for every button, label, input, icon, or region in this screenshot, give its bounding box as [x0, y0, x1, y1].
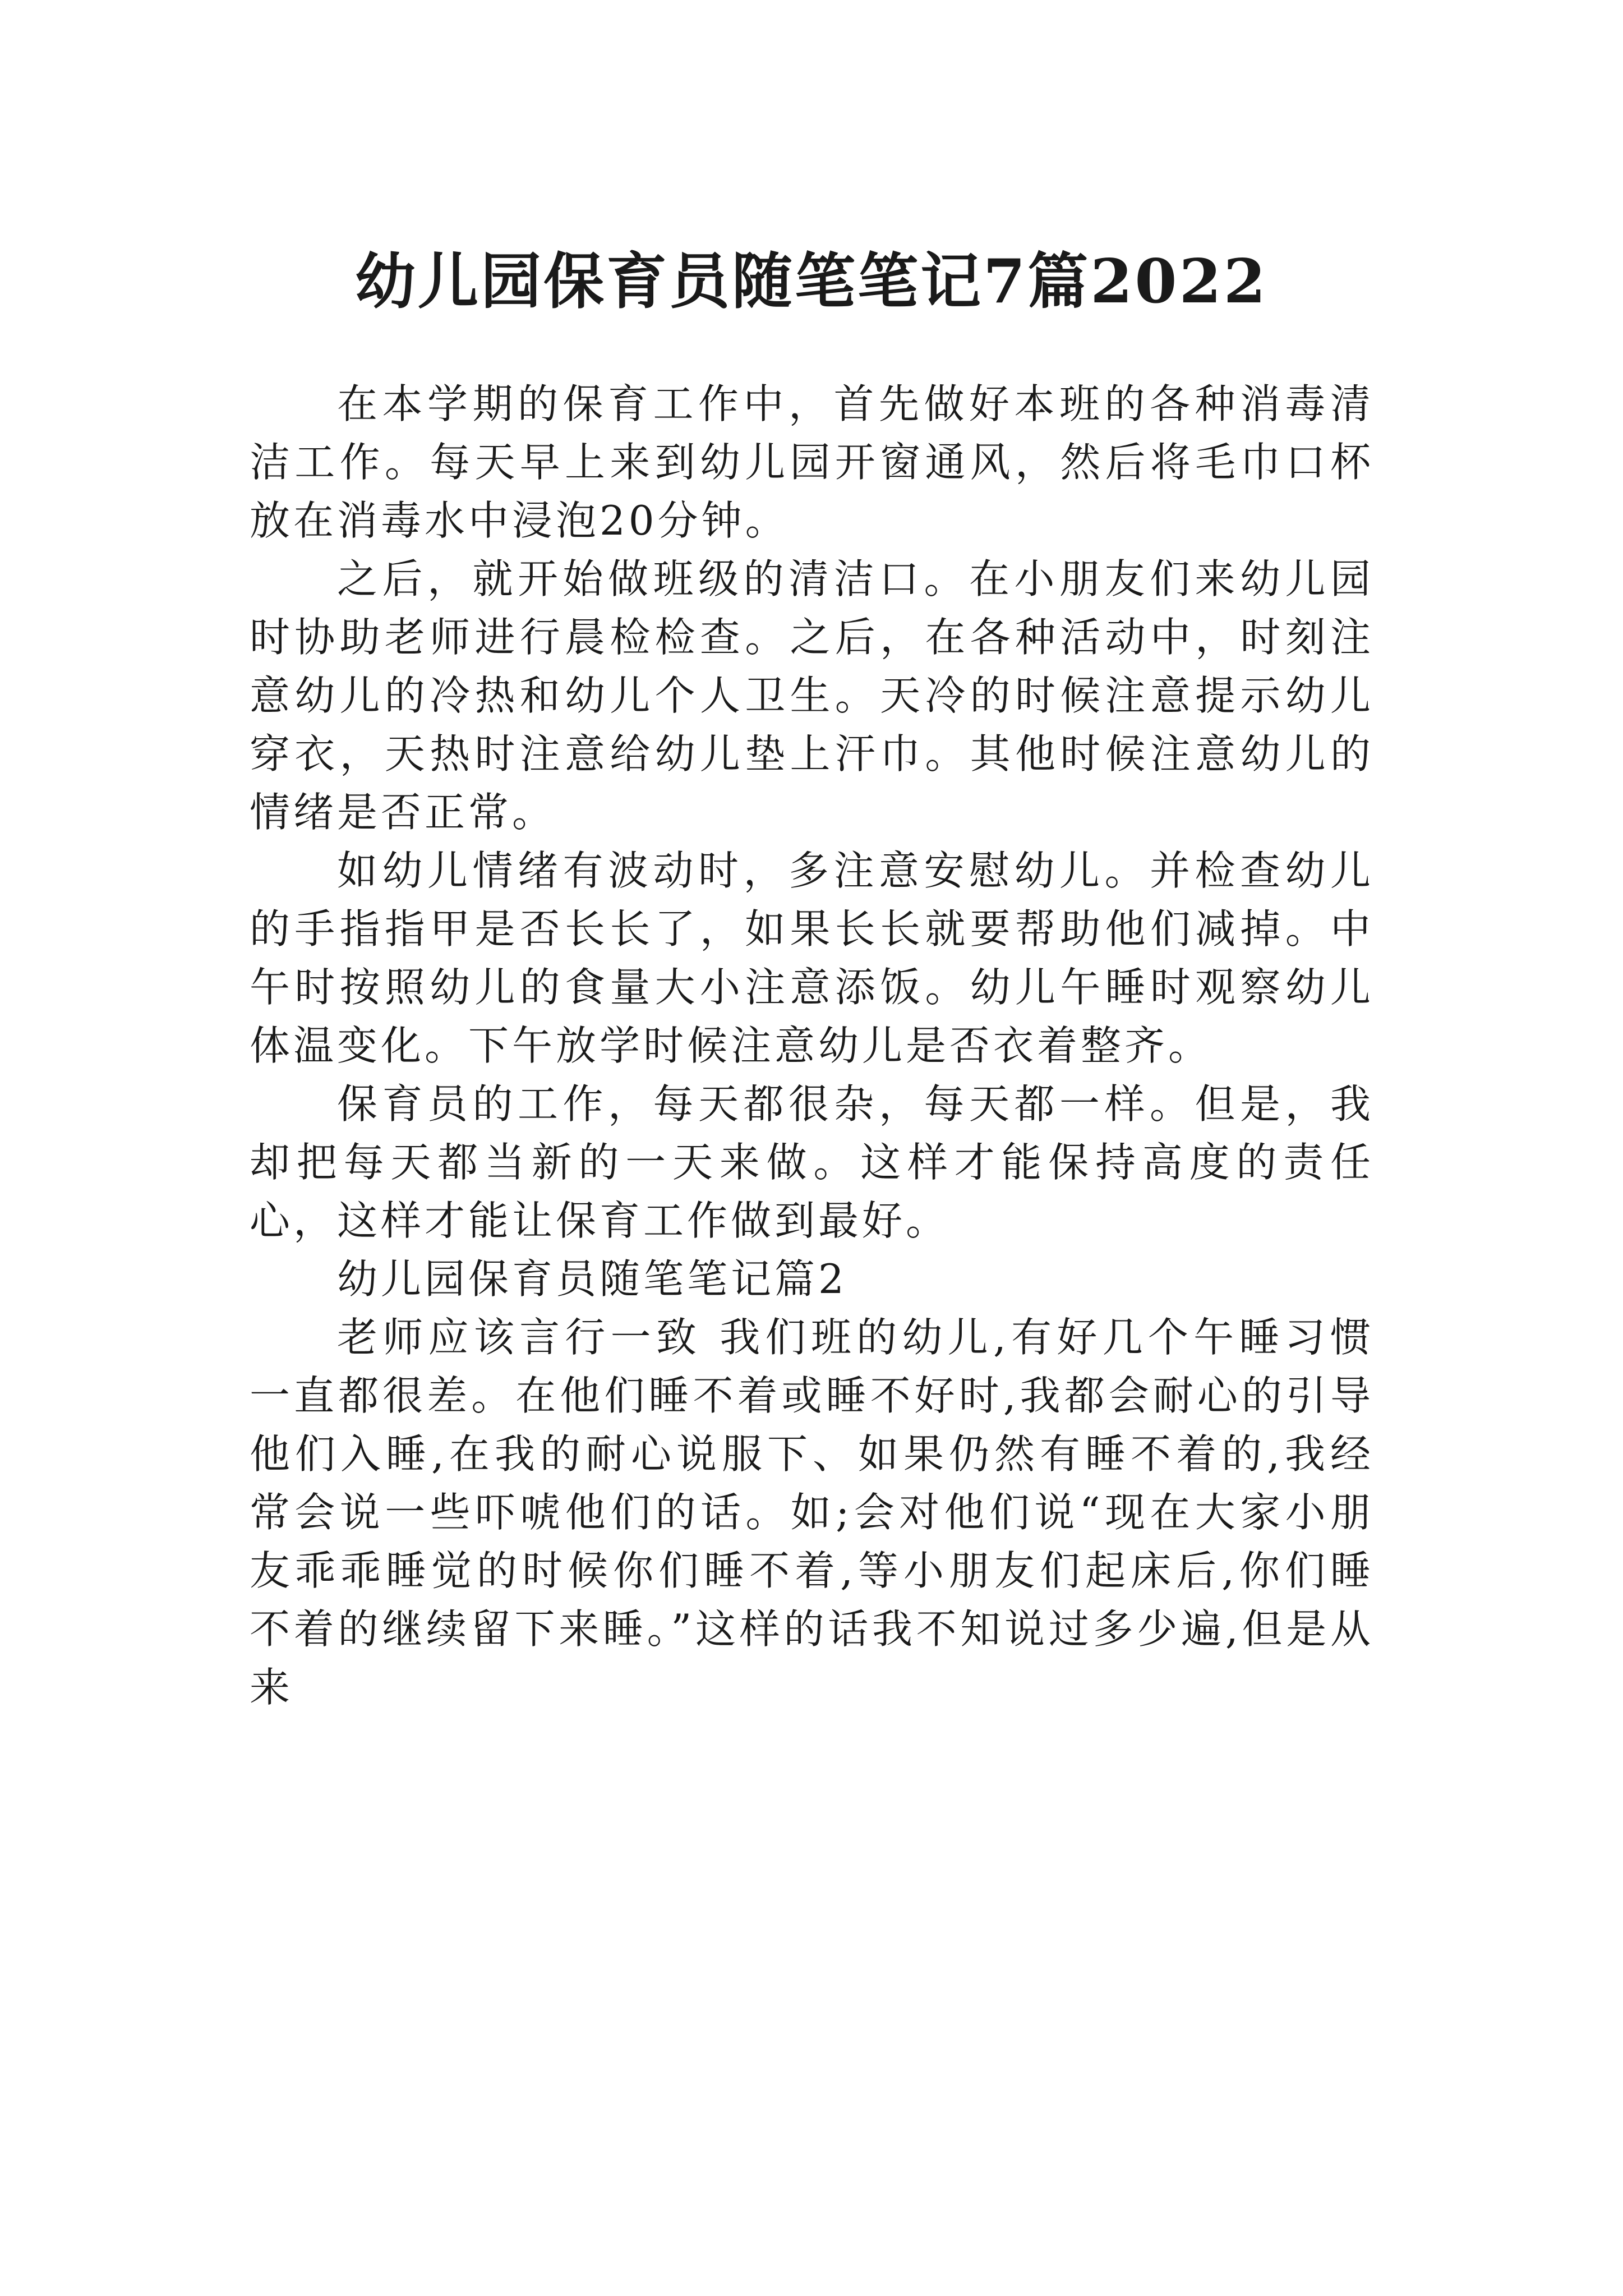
document-title: 幼儿园保育员随笔笔记7篇2022 [355, 246, 1268, 318]
paragraph-2: 之后，就开始做班级的清洁口。在小朋友们来幼儿园时协助老师进行晨检检查。之后，在各种活动中，时刻注意幼儿的冷热和幼儿个人卫生。天冷的时候注意提示幼儿穿衣，天热时注意给幼儿垫上汗巾。其他时候注意幼儿的情绪是否正常。 [250, 555, 1374, 836]
paragraph-1: 在本学期的保育工作中，首先做好本班的各种消毒清洁工作。每天早上来到幼儿园开窗通风，然后将毛巾口杯放在消毒水中浸泡20分钟。 [250, 380, 1374, 544]
paragraph-4: 保育员的工作，每天都很杂，每天都一样。但是，我却把每天都当新的一天来做。这样才能保持高度的责任心，这样才能让保育工作做到最好。 [250, 1080, 1374, 1244]
document-body [250, 375, 1374, 1717]
paragraph-5: 老师应该言行一致 我们班的幼儿,有好几个午睡习惯一直都很差。在他们睡不着或睡不好时,我都会耐心的引导他们入睡,在我的耐心说服下、如果仍然有睡不着的,我经常会说一些吓唬他们的话。如;会对他们说“现在大家小朋友乖乖睡觉的时候你们睡不着,等小朋友们起床后,你们睡不着的继续留下来睡。”这样的话我不知说过多少遍,但是从来 [250, 1314, 1374, 1711]
section-heading-2: 幼儿园保育员随笔笔记篇2 [337, 1255, 847, 1303]
paragraph-3: 如幼儿情绪有波动时，多注意安慰幼儿。并检查幼儿的手指指甲是否长长了，如果长长就要帮助他们减掉。中午时按照幼儿的食量大小注意添饭。幼儿午睡时观察幼儿体温变化。下午放学时候注意幼儿是否衣着整齐。 [250, 847, 1374, 1069]
